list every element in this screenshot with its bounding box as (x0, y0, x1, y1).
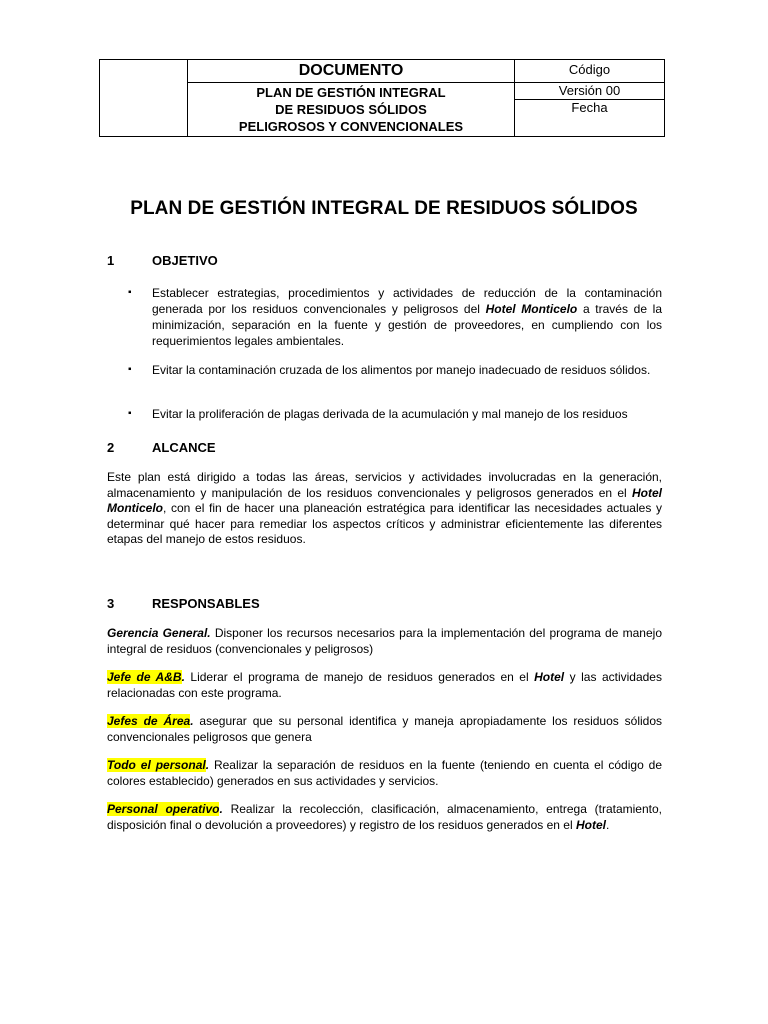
role-suffix: . (205, 758, 210, 772)
bullet-icon: ▪ (128, 408, 132, 419)
title-line-3: PELIGROSOS Y CONVENCIONALES (238, 119, 464, 134)
responsible-item-3 (107, 714, 662, 745)
scope-paragraph (107, 470, 662, 548)
role-label: Todo el personal (107, 758, 206, 772)
scope-text-a: Este plan está dirigido a todas las áreas, servicios y actividades involucradas en la generación, almacenamiento y manipulación de los residuos convencionales y peligrosos generados en el (107, 470, 662, 500)
responsible-item-1 (107, 626, 662, 657)
hotel-name: Hotel (575, 817, 606, 832)
role-label: Jefe de A&B (107, 670, 182, 684)
code-label: Código (515, 60, 664, 83)
role-description: Disponer los recursos necesarios para la implementación del programa de manejo integral de residuos (convencionales y peligrosos) (107, 626, 662, 656)
bullet-icon: ▪ (128, 287, 132, 298)
role-suffix: . (181, 670, 185, 684)
section-2-number: 2 (107, 440, 115, 455)
date-label: Fecha (571, 100, 608, 115)
role-suffix: . (219, 802, 223, 816)
logo-cell (100, 60, 188, 136)
role-description-end: y las actividades relacionadas con este programa. (107, 670, 662, 700)
hotel-name: Hotel Monticelo (485, 302, 578, 316)
document-label: DOCUMENTO (188, 60, 515, 83)
objective-bullet-3 (128, 406, 662, 422)
role-description: Realizar la separación de residuos en la fuente (teniendo en cuenta el código de colores establecido) generados en sus actividades y servicios. (107, 758, 662, 788)
objective-1-text-b: a través de la minimización, separación en la fuente y gestión de proveedores, en cumpliendo con los requerimientos legales ambientales. (152, 302, 663, 348)
section-3-number: 3 (107, 596, 115, 611)
document-header-table (99, 59, 665, 137)
objective-3-text: Evitar la proliferación de plagas derivada de la acumulación y mal manejo de los residuos (152, 407, 628, 421)
role-description-end: . (605, 817, 610, 832)
objective-bullet-1 (128, 285, 662, 349)
responsible-item-5 (107, 802, 662, 833)
role-description: asegurar que su personal identifica y maneja apropiadamente los residuos sólidos convencionales peligrosos que genera (107, 714, 663, 744)
objective-bullet-2 (128, 362, 662, 378)
page-title: PLAN DE GESTIÓN INTEGRAL DE RESIDUOS SÓLIDOS (130, 198, 638, 219)
responsible-item-4 (107, 758, 662, 789)
title-line-1: PLAN DE GESTIÓN INTEGRAL (256, 85, 446, 100)
scope-text-b: , con el fin de hacer una planeación estratégica para identificar las necesidades actuales y determinar qué hacer para remediar los aspectos críticos y administrar eficientemente las diferentes etapas del manejo de estos residuos. (107, 501, 662, 546)
document-title-cell (188, 83, 515, 136)
hotel-name: Hotel Monticelo (107, 485, 662, 515)
hotel-name: Hotel (534, 670, 565, 684)
section-2-title: ALCANCE (152, 440, 216, 455)
role-suffix: . (190, 714, 194, 728)
role-description: Realizar la recolección, clasificación, almacenamiento, entrega (tratamiento, disposición final o devolución a proveedores) y registro de los residuos generados en el (107, 802, 662, 832)
role-label: Jefes de Área (107, 714, 191, 728)
section-1-title: OBJETIVO (152, 253, 218, 268)
bullet-icon: ▪ (128, 364, 132, 375)
section-3-title: RESPONSABLES (152, 596, 260, 611)
version-label: Versión 00 (515, 83, 664, 100)
responsible-item-2 (107, 670, 662, 701)
role-label: Personal operativo (107, 802, 220, 816)
objective-2-text: Evitar la contaminación cruzada de los alimentos por manejo inadecuado de residuos sólidos. (152, 363, 651, 377)
role-label: Gerencia General. (107, 626, 211, 640)
role-description: Liderar el programa de manejo de residuos generados en el (184, 670, 535, 684)
title-line-2: DE RESIDUOS SÓLIDOS (275, 102, 427, 117)
objective-1-text-a: Establecer estrategias, procedimientos y actividades de reducción de la contaminación generada por los residuos convencionales y peligrosos del (152, 286, 662, 316)
section-1-number: 1 (107, 253, 115, 268)
